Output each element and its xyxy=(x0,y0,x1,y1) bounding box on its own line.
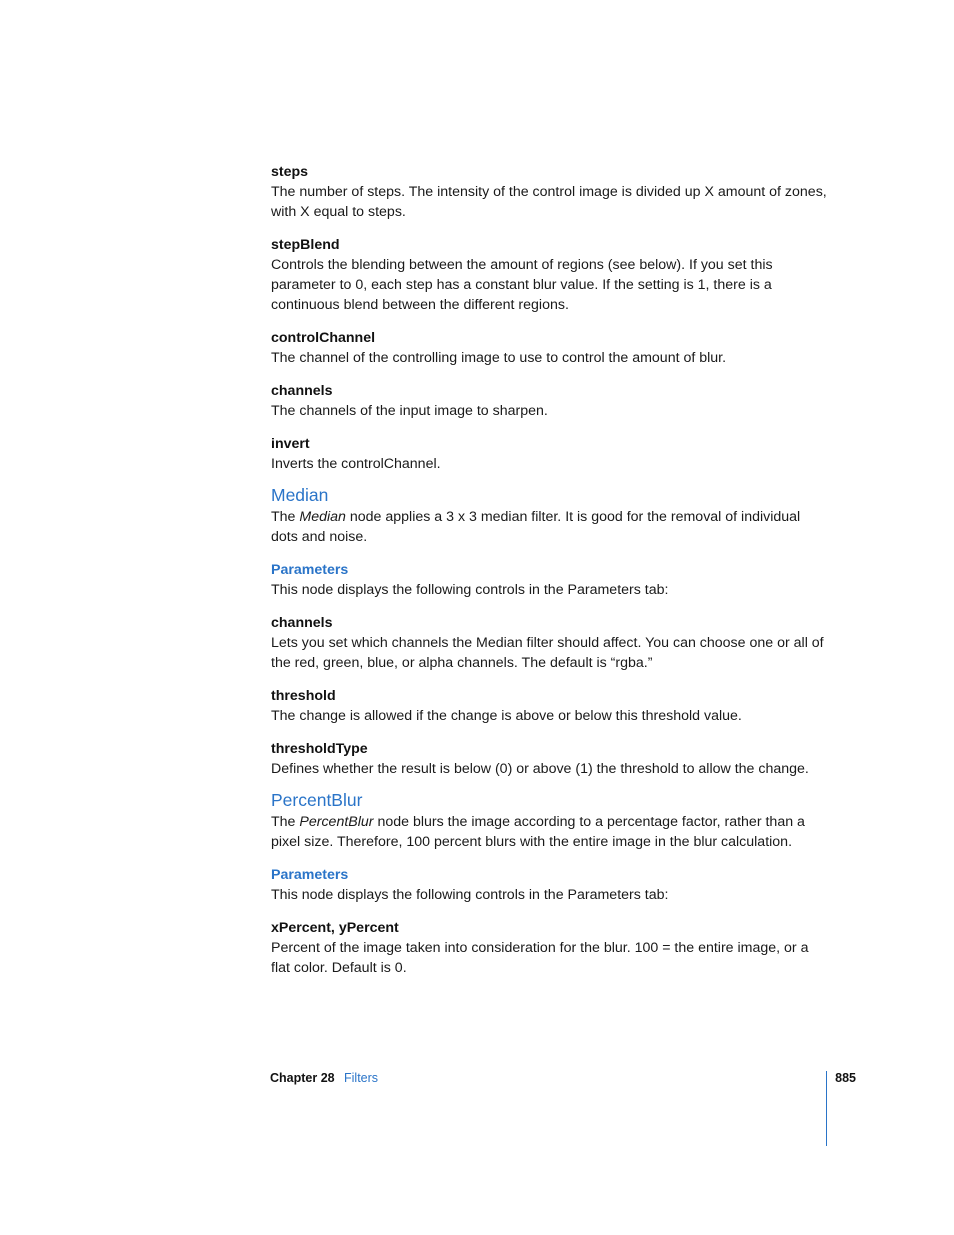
page-footer xyxy=(270,1071,860,1091)
param-desc: The channels of the input image to sharpen. xyxy=(271,403,548,419)
footer-divider xyxy=(826,1071,827,1146)
param-term: xPercent, yPercent xyxy=(271,920,399,936)
param-term: invert xyxy=(271,436,310,452)
param-term: steps xyxy=(271,164,309,180)
median-node-name: Median xyxy=(299,509,346,525)
param-desc: The channel of the controlling image to use to control the amount of blur. xyxy=(271,350,727,366)
param-desc: Percent of the image taken into consideration for the blur. 100 = the entire image, or a flat color. Default is 0. xyxy=(271,940,809,976)
param-term: controlChannel xyxy=(271,330,376,346)
subsection-heading-parameters: Parameters xyxy=(271,562,349,578)
median-intro: The Median node applies a 3 x 3 median filter. It is good for the removal of individual dots and noise. xyxy=(271,509,801,545)
param-entry-steps xyxy=(271,162,827,222)
param-entry-thresholdtype xyxy=(271,739,827,779)
param-term: channels xyxy=(271,615,333,631)
param-desc: The change is allowed if the change is above or below this threshold value. xyxy=(271,708,742,724)
param-term: stepBlend xyxy=(271,237,340,253)
param-entry-threshold xyxy=(271,686,827,726)
param-desc: Lets you set which channels the Median filter should affect. You can choose one or all of the red, green, blue, or alpha channels. The default is “rgba.” xyxy=(271,635,824,671)
param-term: channels xyxy=(271,383,333,399)
section-heading-median: Median xyxy=(271,485,329,505)
param-desc: Controls the blending between the amount of regions (see below). If you set this parameter to 0, each step has a constant blur value. If the setting is 1, there is a continuous blend between the different regions. xyxy=(271,257,773,313)
param-entry-controlchannel xyxy=(271,328,827,368)
footer-chapter-title: Filters xyxy=(344,1071,379,1085)
subsection-heading-parameters: Parameters xyxy=(271,867,349,883)
param-entry-channels xyxy=(271,381,827,421)
param-entry-invert xyxy=(271,434,827,474)
page-content xyxy=(271,162,827,978)
param-desc: Inverts the controlChannel. xyxy=(271,456,441,472)
param-term: threshold xyxy=(271,688,336,704)
param-term: thresholdType xyxy=(271,741,368,757)
param-desc: Defines whether the result is below (0) or above (1) the threshold to allow the change. xyxy=(271,761,809,777)
param-desc: The number of steps. The intensity of the control image is divided up X amount of zones, with X equal to steps. xyxy=(271,184,827,220)
param-entry-xpercent-ypercent xyxy=(271,918,827,978)
percentblur-node-name: PercentBlur xyxy=(299,814,374,830)
param-entry-median-channels xyxy=(271,613,827,673)
footer-chapter: Chapter 28 xyxy=(270,1071,335,1085)
param-entry-stepblend xyxy=(271,235,827,315)
page-number: 885 xyxy=(835,1071,856,1085)
params-intro: This node displays the following controls in the Parameters tab: xyxy=(271,582,669,598)
percentblur-intro: The PercentBlur node blurs the image according to a percentage factor, rather than a pixel size. Therefore, 100 percent blurs with the entire image in the blur calculation. xyxy=(271,814,805,850)
params-intro: This node displays the following controls in the Parameters tab: xyxy=(271,887,669,903)
section-heading-percentblur: PercentBlur xyxy=(271,790,363,810)
